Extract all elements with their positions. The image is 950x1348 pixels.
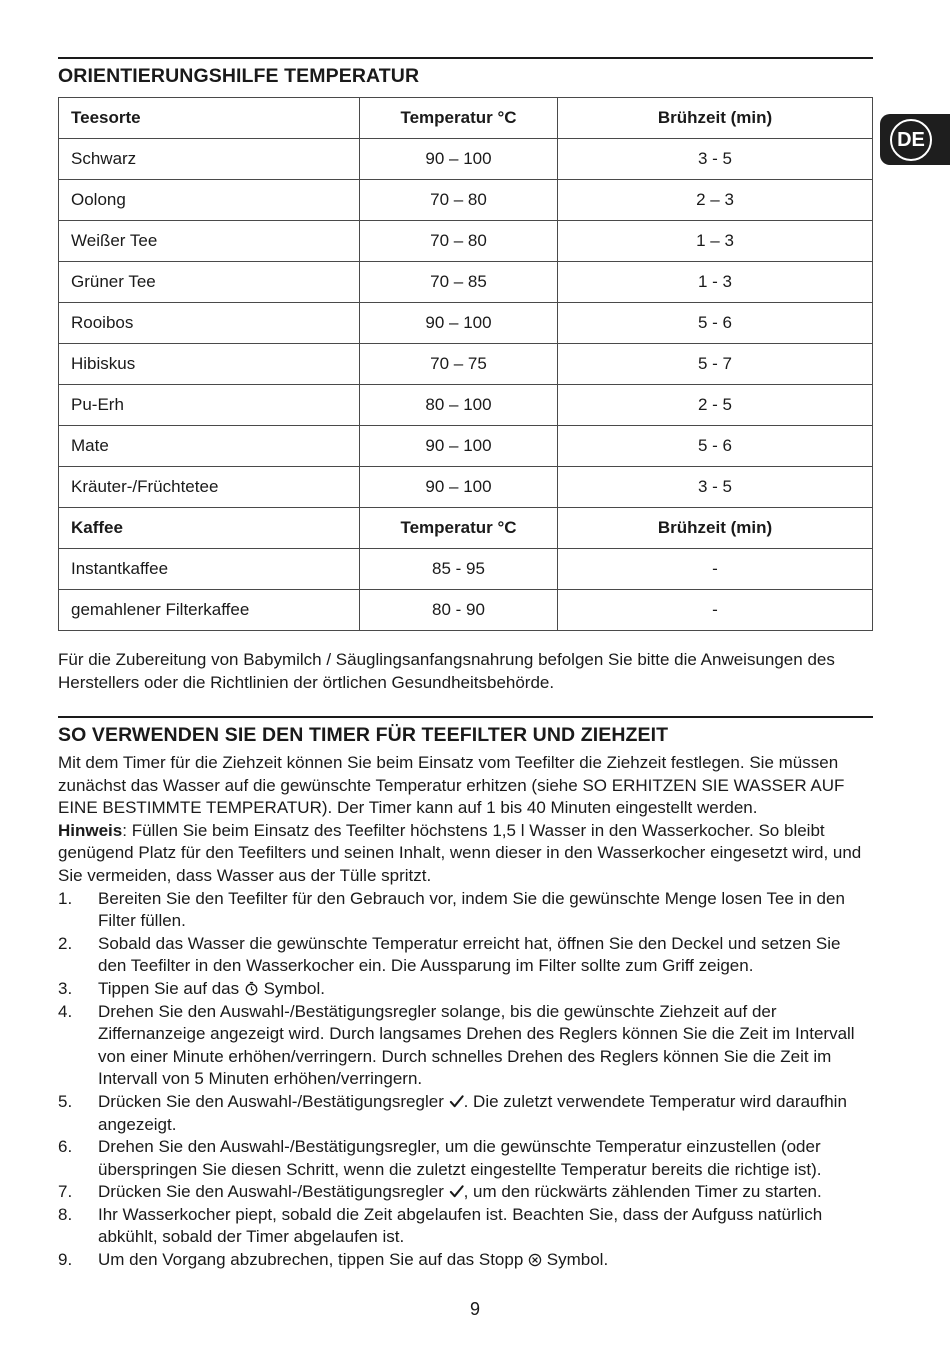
table-cell: Oolong xyxy=(59,180,360,221)
table-row xyxy=(59,180,873,221)
header-cell: Teesorte xyxy=(59,98,360,139)
step-number: 3. xyxy=(58,978,73,998)
step-text-after: , um den rückwärts zählenden Timer zu starten. xyxy=(463,1182,822,1202)
table-cell: 5 - 6 xyxy=(558,426,873,467)
table-cell: Grüner Tee xyxy=(59,262,360,303)
step-text-after: . Die zuletzt verwendete Temperatur wird daraufhin angezeigt. xyxy=(98,1091,847,1134)
table-cell: Kräuter-/Früchtetee xyxy=(59,467,360,508)
list-item xyxy=(58,888,873,933)
table-header-row xyxy=(59,98,873,139)
step-number: 8. xyxy=(58,1204,73,1224)
table-cell: 5 - 6 xyxy=(558,303,873,344)
table-cell: 90 – 100 xyxy=(360,139,558,180)
step-number: 6. xyxy=(58,1137,73,1157)
intro-paragraph: Mit dem Timer für die Ziehzeit können Sie beim Einsatz vom Teefilter die Ziehzeit festlegen. Sie müssen zunächst das Wasser auf die gewünschte Temperatur erhitzen (siehe SO ERHITZEN SIE WASSER AUF EINE BESTIMMTE TEMPERATUR). Der Timer kann auf 1 bis 40 Minuten eingestellt werden. xyxy=(58,753,845,818)
table-cell: 90 – 100 xyxy=(360,467,558,508)
table-cell: 80 – 100 xyxy=(360,385,558,426)
hint-label: Hinweis xyxy=(58,820,123,840)
step-text: Ihr Wasserkocher piept, sobald die Zeit abgelaufen ist. Beachten Sie, dass der Aufguss natürlich abkühlt, sobald der Timer abgelaufen ist. xyxy=(98,1204,823,1247)
step-text-after: Symbol. xyxy=(542,1250,609,1270)
table-row xyxy=(59,549,873,590)
step-number: 2. xyxy=(58,933,73,953)
list-item xyxy=(58,1181,873,1204)
section-timer xyxy=(58,716,873,749)
step-text-after: Symbol. xyxy=(258,978,325,998)
header-cell: Kaffee xyxy=(59,508,360,549)
step-text: Bereiten Sie den Teefilter für den Gebrauch vor, indem Sie die gewünschte Menge losen Tee in den Filter füllen. xyxy=(98,888,845,931)
header-cell: Brühzeit (min) xyxy=(558,508,873,549)
step-number: 7. xyxy=(58,1182,73,1202)
timer-icon xyxy=(244,981,259,996)
list-item xyxy=(58,978,873,1001)
list-item xyxy=(58,933,873,978)
hint-paragraph xyxy=(58,820,873,888)
timer-instructions xyxy=(58,752,873,1272)
step-number: 9. xyxy=(58,1250,73,1270)
table-row xyxy=(59,262,873,303)
language-badge: DE xyxy=(890,119,932,161)
table-cell: 90 – 100 xyxy=(360,426,558,467)
table-row xyxy=(59,467,873,508)
table-cell: 1 – 3 xyxy=(558,221,873,262)
table-cell: 2 - 5 xyxy=(558,385,873,426)
section-title-timer: SO VERWENDEN SIE DEN TIMER FÜR TEEFILTER UND ZIEHZEIT xyxy=(58,724,669,746)
table-cell: Rooibos xyxy=(59,303,360,344)
table-cell: 70 – 75 xyxy=(360,344,558,385)
table-row xyxy=(59,303,873,344)
header-cell: Temperatur °C xyxy=(360,508,558,549)
table-cell: 90 – 100 xyxy=(360,303,558,344)
table-cell: 2 – 3 xyxy=(558,180,873,221)
step-number: 1. xyxy=(58,888,73,908)
language-tab xyxy=(880,114,950,165)
table-cell: 70 – 80 xyxy=(360,180,558,221)
table-cell: Instantkaffee xyxy=(59,549,360,590)
table-cell: Weißer Tee xyxy=(59,221,360,262)
temperature-table xyxy=(58,97,873,631)
checkmark-icon xyxy=(449,1094,464,1109)
table-row xyxy=(59,344,873,385)
step-text-before: Drücken Sie den Auswahl-/Bestätigungsregler xyxy=(98,1091,449,1111)
section-title-temperature: ORIENTIERUNGSHILFE TEMPERATUR xyxy=(58,65,420,87)
table-row xyxy=(59,221,873,262)
table-cell: 5 - 7 xyxy=(558,344,873,385)
step-number: 5. xyxy=(58,1091,73,1111)
table-cell: Hibiskus xyxy=(59,344,360,385)
table-cell: 3 - 5 xyxy=(558,467,873,508)
step-text: Sobald das Wasser die gewünschte Temperatur erreicht hat, öffnen Sie den Deckel und setzen Sie den Teefilter in den Wasserkocher ein. Die Aussparung im Filter sollte zum Griff zeigen. xyxy=(98,933,841,976)
table-cell: Mate xyxy=(59,426,360,467)
table-cell: 3 - 5 xyxy=(558,139,873,180)
table-row xyxy=(59,426,873,467)
table-row xyxy=(59,385,873,426)
baby-milk-note: Für die Zubereitung von Babymilch / Säuglingsanfangsnahrung befolgen Sie bitte die Anweisungen des Herstellers oder die Richtlinien der örtlichen Gesundheitsbehörde. xyxy=(58,650,835,692)
table-row xyxy=(59,139,873,180)
steps-list xyxy=(58,888,873,1272)
table-cell: 70 – 80 xyxy=(360,221,558,262)
table-cell: 85 - 95 xyxy=(360,549,558,590)
header-cell: Temperatur °C xyxy=(360,98,558,139)
list-item xyxy=(58,1136,873,1181)
table-subheader-row xyxy=(59,508,873,549)
step-text: Drehen Sie den Auswahl-/Bestätigungsregler, um die gewünschte Temperatur einzustellen (oder überspringen Sie diesen Schritt, wenn die zuletzt eingestellte Temperatur bereits die richtige ist). xyxy=(98,1137,822,1179)
hint-text: : Füllen Sie beim Einsatz des Teefilter höchstens 1,5 l Wasser in den Wasserkocher. So bleibt genügend Platz für den Teefilters und seinen Inhalt, wenn dieser in den Wasserkocher eingesetzt wird, und Sie vermeiden, dass Wasser aus der Tülle spritzt. xyxy=(58,820,862,885)
table-row xyxy=(59,590,873,631)
step-text-before: Um den Vorgang abzubrechen, tippen Sie auf das Stopp xyxy=(98,1250,529,1270)
list-item xyxy=(58,1001,873,1091)
header-cell: Brühzeit (min) xyxy=(558,98,873,139)
table-cell: gemahlener Filterkaffee xyxy=(59,590,360,631)
step-text-before: Drücken Sie den Auswahl-/Bestätigungsregler xyxy=(98,1182,449,1202)
list-item xyxy=(58,1249,873,1272)
checkmark-icon xyxy=(449,1184,464,1199)
list-item xyxy=(58,1204,873,1249)
table-cell: Pu-Erh xyxy=(59,385,360,426)
table-cell: 1 - 3 xyxy=(558,262,873,303)
table-cell: 70 – 85 xyxy=(360,262,558,303)
table-cell: 80 - 90 xyxy=(360,590,558,631)
table-cell: - xyxy=(558,590,873,631)
step-text-before: Tippen Sie auf das xyxy=(98,978,244,998)
table-cell: - xyxy=(558,549,873,590)
list-item xyxy=(58,1091,873,1136)
stop-icon xyxy=(528,1253,542,1267)
step-text: Drehen Sie den Auswahl-/Bestätigungsregler solange, bis die gewünschte Ziehzeit auf der Ziffernanzeige angezeigt wird. Durch langsames Drehen des Reglers können Sie die Zeit im Intervall von einer Minute erhöhen/verringern. Durch schnelles Drehen des Reglers können Sie die Zeit im Intervall von 5 Minuten erhöhen/verringern. xyxy=(98,1001,855,1089)
table-cell: Schwarz xyxy=(59,139,360,180)
page-number: 9 xyxy=(469,1299,480,1319)
section-temperature-guide xyxy=(58,57,873,90)
step-number: 4. xyxy=(58,1001,73,1021)
